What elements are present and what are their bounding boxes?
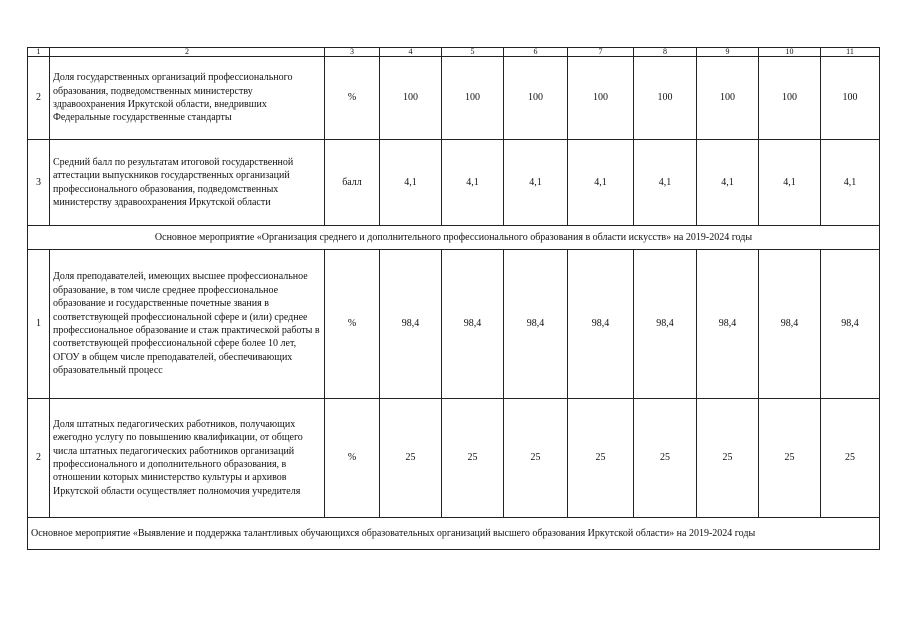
value-cell: 25: [759, 399, 821, 518]
row-number: 2: [28, 399, 50, 518]
value-cell: 98,4: [759, 250, 821, 399]
row-number: 3: [28, 140, 50, 226]
value-cell: 4,1: [380, 140, 442, 226]
row-number: 1: [28, 250, 50, 399]
value-cell: 100: [759, 57, 821, 140]
column-number: 2: [50, 48, 325, 57]
value-cell: 98,4: [697, 250, 759, 399]
table-row: [28, 57, 880, 140]
value-cell: 100: [380, 57, 442, 140]
column-number: 6: [504, 48, 568, 57]
value-cell: 98,4: [634, 250, 697, 399]
column-number: 10: [759, 48, 821, 57]
value-cell: 100: [697, 57, 759, 140]
indicator-name: Доля преподавателей, имеющих высшее профессиональное образование, в том числе среднее профессиональное образование и государственные почетные звания в соответствующей профессиональной сфере и (или) среднее профессиональное образование и стаж практической работы в соответствующей профессиональной сфере более 10 лет, ОГОУ в общем числе преподавателей, обеспечивающих образовательный процесс: [50, 250, 325, 399]
value-cell: 4,1: [759, 140, 821, 226]
column-number: 11: [821, 48, 880, 57]
value-cell: 100: [634, 57, 697, 140]
column-number: 5: [442, 48, 504, 57]
table-row: [28, 140, 880, 226]
section-heading: Основное мероприятие «Выявление и поддержка талантливых обучающихся образовательных организаций высшего образования Иркутской области» на 2019-2024 годы: [28, 518, 880, 550]
column-number-row: [28, 48, 880, 57]
unit-cell: балл: [325, 140, 380, 226]
value-cell: 25: [697, 399, 759, 518]
value-cell: 25: [568, 399, 634, 518]
table-row: [28, 399, 880, 518]
document-page: [27, 47, 880, 550]
table-row: [28, 250, 880, 399]
value-cell: 4,1: [504, 140, 568, 226]
column-number: 1: [28, 48, 50, 57]
value-cell: 25: [380, 399, 442, 518]
value-cell: 100: [504, 57, 568, 140]
value-cell: 25: [821, 399, 880, 518]
column-number: 4: [380, 48, 442, 57]
value-cell: 4,1: [821, 140, 880, 226]
unit-cell: %: [325, 399, 380, 518]
value-cell: 98,4: [504, 250, 568, 399]
section-heading: Основное мероприятие «Организация среднего и дополнительного профессионального образования в области искусств» на 2019-2024 годы: [28, 226, 880, 250]
value-cell: 4,1: [634, 140, 697, 226]
section-row: [28, 226, 880, 250]
indicator-name: Доля государственных организаций профессионального образования, подведомственных министерству здравоохранения Иркутской области, внедривших Федеральные государственные стандарты: [50, 57, 325, 140]
value-cell: 25: [504, 399, 568, 518]
value-cell: 100: [821, 57, 880, 140]
value-cell: 25: [442, 399, 504, 518]
value-cell: 4,1: [568, 140, 634, 226]
value-cell: 98,4: [380, 250, 442, 399]
value-cell: 100: [442, 57, 504, 140]
value-cell: 98,4: [442, 250, 504, 399]
column-number: 9: [697, 48, 759, 57]
indicator-name: Средний балл по результатам итоговой государственной аттестации выпускников государственных организаций профессионального образования, подведомственных министерству здравоохранения Иркутской области: [50, 140, 325, 226]
row-number: 2: [28, 57, 50, 140]
value-cell: 4,1: [442, 140, 504, 226]
unit-cell: %: [325, 250, 380, 399]
unit-cell: %: [325, 57, 380, 140]
value-cell: 25: [634, 399, 697, 518]
column-number: 8: [634, 48, 697, 57]
value-cell: 98,4: [568, 250, 634, 399]
value-cell: 98,4: [821, 250, 880, 399]
indicator-name: Доля штатных педагогических работников, получающих ежегодно услугу по повышению квалификации, от общего числа штатных педагогических работников организаций профессионального и дополнительного образования, в отношении которых министерство культуры и архивов Иркутской области осуществляет полномочия учредителя: [50, 399, 325, 518]
section-row: [28, 518, 880, 550]
indicators-table: [27, 47, 880, 550]
column-number: 3: [325, 48, 380, 57]
value-cell: 100: [568, 57, 634, 140]
value-cell: 4,1: [697, 140, 759, 226]
column-number: 7: [568, 48, 634, 57]
